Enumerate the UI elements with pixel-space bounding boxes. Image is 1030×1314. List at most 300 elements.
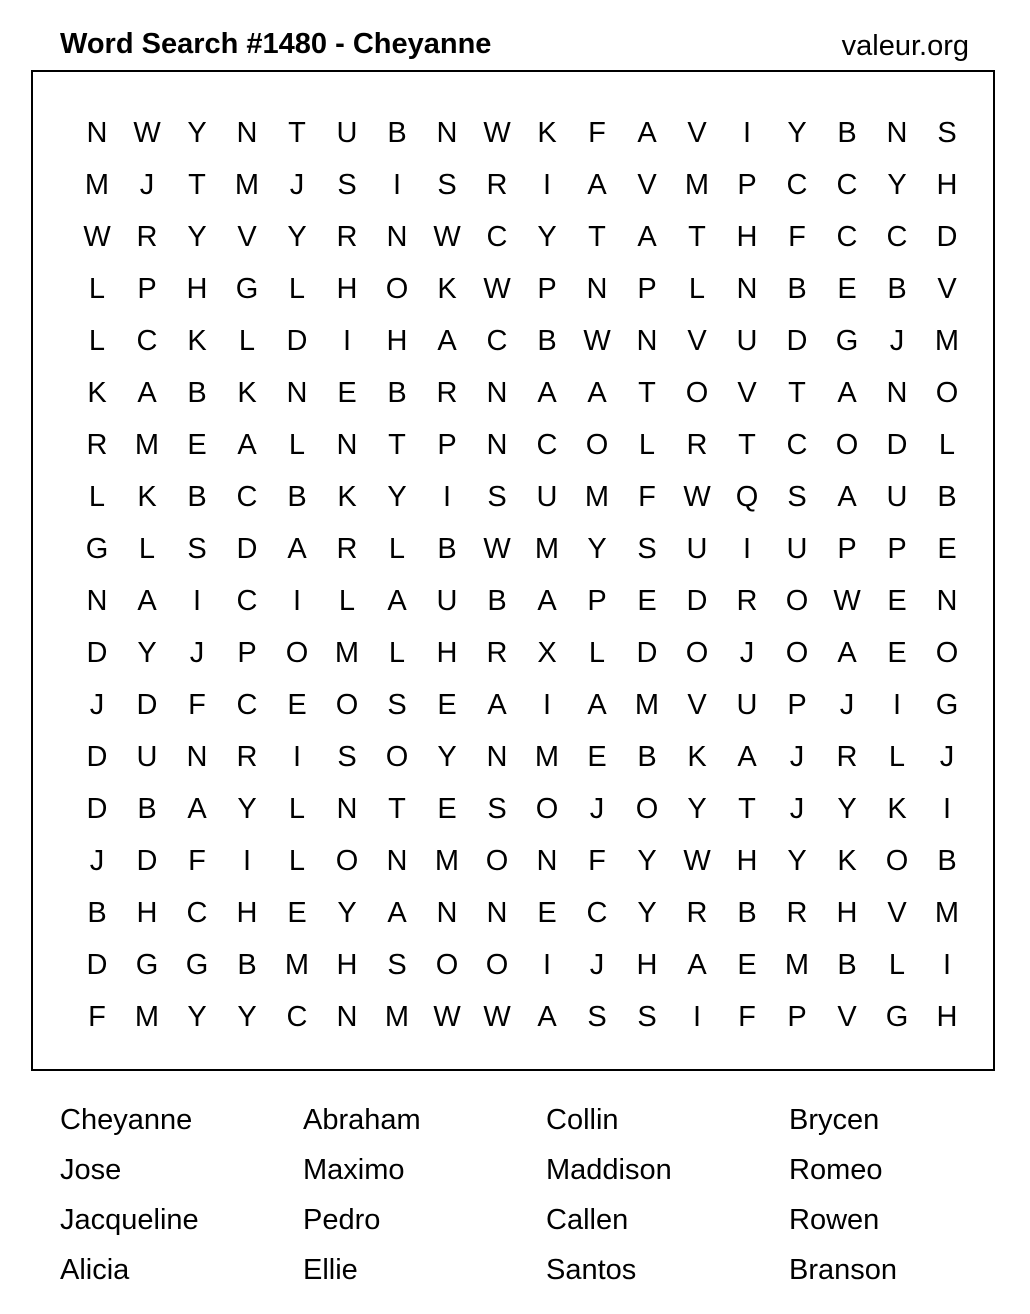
grid-cell[interactable]: N (386, 845, 408, 877)
grid-cell[interactable]: Y (537, 221, 557, 253)
grid-cell[interactable]: P (737, 169, 757, 201)
grid-cell[interactable]: A (237, 429, 257, 461)
grid-cell[interactable]: K (687, 741, 707, 773)
grid-cell[interactable]: L (338, 585, 356, 617)
grid-cell[interactable]: A (587, 169, 607, 201)
grid-cell[interactable]: M (384, 1001, 410, 1033)
grid-cell[interactable]: F (88, 1001, 106, 1033)
grid-cell[interactable]: W (683, 845, 711, 877)
grid-cell[interactable]: I (742, 533, 752, 565)
grid-cell[interactable]: Y (187, 1001, 207, 1033)
grid-cell[interactable]: P (637, 273, 657, 305)
grid-cell[interactable]: B (937, 845, 957, 877)
grid-cell[interactable]: B (237, 949, 257, 981)
grid-cell[interactable]: H (386, 325, 408, 357)
grid-cell[interactable]: B (637, 741, 657, 773)
grid-cell[interactable]: B (287, 481, 307, 513)
grid-cell[interactable]: S (787, 481, 807, 513)
grid-cell[interactable]: A (737, 741, 757, 773)
grid-cell[interactable]: S (337, 169, 357, 201)
grid-cell[interactable]: V (687, 117, 707, 149)
grid-cell[interactable]: S (387, 689, 407, 721)
grid-cell[interactable]: V (937, 273, 957, 305)
grid-cell[interactable]: K (337, 481, 357, 513)
grid-cell[interactable]: W (483, 1001, 511, 1033)
grid-cell[interactable]: I (692, 1001, 702, 1033)
grid-cell[interactable]: L (288, 793, 306, 825)
grid-cell[interactable]: G (835, 325, 859, 357)
grid-cell[interactable]: I (292, 741, 302, 773)
grid-cell[interactable]: A (687, 949, 707, 981)
grid-cell[interactable]: C (186, 897, 208, 929)
grid-cell[interactable]: J (89, 845, 105, 877)
grid-cell[interactable]: M (584, 481, 610, 513)
grid-cell[interactable]: W (583, 325, 611, 357)
grid-cell[interactable]: T (738, 429, 756, 461)
grid-cell[interactable]: O (785, 585, 809, 617)
grid-cell[interactable]: U (686, 533, 708, 565)
grid-cell[interactable]: N (886, 117, 908, 149)
grid-cell[interactable]: U (736, 325, 758, 357)
grid-cell[interactable]: B (137, 793, 157, 825)
grid-cell[interactable]: T (588, 221, 606, 253)
grid-cell[interactable]: X (537, 637, 557, 669)
grid-cell[interactable]: L (88, 325, 106, 357)
grid-cell[interactable]: U (886, 481, 908, 513)
grid-cell[interactable]: P (237, 637, 257, 669)
grid-cell[interactable]: S (487, 481, 507, 513)
grid-cell[interactable]: K (437, 273, 457, 305)
grid-cell[interactable]: M (534, 533, 560, 565)
grid-cell[interactable]: U (436, 585, 458, 617)
grid-cell[interactable]: F (188, 845, 206, 877)
grid-cell[interactable]: B (187, 377, 207, 409)
grid-cell[interactable]: J (589, 949, 605, 981)
grid-cell[interactable]: I (342, 325, 352, 357)
grid-cell[interactable]: M (134, 1001, 160, 1033)
grid-cell[interactable]: I (242, 845, 252, 877)
grid-cell[interactable]: Y (137, 637, 157, 669)
grid-cell[interactable]: E (937, 533, 957, 565)
grid-cell[interactable]: H (936, 169, 958, 201)
grid-cell[interactable]: H (436, 637, 458, 669)
grid-cell[interactable]: G (235, 273, 259, 305)
grid-cell[interactable]: L (288, 429, 306, 461)
grid-cell[interactable]: H (836, 897, 858, 929)
grid-cell[interactable]: W (483, 117, 511, 149)
grid-cell[interactable]: E (437, 793, 457, 825)
grid-cell[interactable]: L (88, 481, 106, 513)
grid-cell[interactable]: I (942, 949, 952, 981)
grid-cell[interactable]: M (784, 949, 810, 981)
grid-cell[interactable]: R (736, 585, 758, 617)
grid-cell[interactable]: B (87, 897, 107, 929)
grid-cell[interactable]: C (236, 689, 258, 721)
grid-cell[interactable]: E (887, 585, 907, 617)
grid-cell[interactable]: M (134, 429, 160, 461)
grid-cell[interactable]: D (86, 741, 108, 773)
grid-cell[interactable]: G (935, 689, 959, 721)
grid-cell[interactable]: O (835, 429, 859, 461)
grid-cell[interactable]: E (637, 585, 657, 617)
grid-cell[interactable]: B (387, 377, 407, 409)
grid-cell[interactable]: E (287, 689, 307, 721)
grid-cell[interactable]: V (887, 897, 907, 929)
grid-cell[interactable]: C (836, 169, 858, 201)
grid-cell[interactable]: P (137, 273, 157, 305)
grid-cell[interactable]: N (336, 793, 358, 825)
grid-cell[interactable]: H (236, 897, 258, 929)
grid-cell[interactable]: V (637, 169, 657, 201)
grid-cell[interactable]: B (437, 533, 457, 565)
grid-cell[interactable]: U (786, 533, 808, 565)
grid-cell[interactable]: B (837, 117, 857, 149)
grid-cell[interactable]: Y (337, 897, 357, 929)
grid-cell[interactable]: D (86, 637, 108, 669)
grid-cell[interactable]: H (186, 273, 208, 305)
grid-cell[interactable]: O (435, 949, 459, 981)
grid-cell[interactable]: N (486, 741, 508, 773)
grid-cell[interactable]: H (736, 845, 758, 877)
grid-cell[interactable]: G (85, 533, 109, 565)
grid-cell[interactable]: D (286, 325, 308, 357)
grid-cell[interactable]: I (942, 793, 952, 825)
grid-cell[interactable]: I (892, 689, 902, 721)
grid-cell[interactable]: V (687, 325, 707, 357)
grid-cell[interactable]: Y (237, 1001, 257, 1033)
grid-cell[interactable]: F (588, 845, 606, 877)
grid-cell[interactable]: B (887, 273, 907, 305)
grid-cell[interactable]: A (437, 325, 457, 357)
grid-cell[interactable]: M (934, 897, 960, 929)
grid-cell[interactable]: B (387, 117, 407, 149)
grid-cell[interactable]: Y (387, 481, 407, 513)
grid-cell[interactable]: F (638, 481, 656, 513)
grid-cell[interactable]: S (437, 169, 457, 201)
grid-cell[interactable]: Y (837, 793, 857, 825)
grid-cell[interactable]: M (934, 325, 960, 357)
grid-cell[interactable]: B (487, 585, 507, 617)
grid-cell[interactable]: C (236, 481, 258, 513)
grid-cell[interactable]: L (588, 637, 606, 669)
grid-cell[interactable]: E (187, 429, 207, 461)
grid-cell[interactable]: I (742, 117, 752, 149)
grid-cell[interactable]: B (537, 325, 557, 357)
grid-cell[interactable]: T (638, 377, 656, 409)
grid-cell[interactable]: H (736, 221, 758, 253)
grid-cell[interactable]: S (487, 793, 507, 825)
grid-cell[interactable]: E (337, 377, 357, 409)
grid-cell[interactable]: O (935, 637, 959, 669)
grid-cell[interactable]: F (588, 117, 606, 149)
grid-cell[interactable]: Y (187, 221, 207, 253)
grid-cell[interactable]: C (586, 897, 608, 929)
grid-cell[interactable]: A (187, 793, 207, 825)
grid-cell[interactable]: N (886, 377, 908, 409)
grid-cell[interactable]: K (87, 377, 107, 409)
grid-cell[interactable]: G (135, 949, 159, 981)
grid-cell[interactable]: F (788, 221, 806, 253)
grid-cell[interactable]: T (388, 793, 406, 825)
grid-cell[interactable]: R (836, 741, 858, 773)
grid-cell[interactable]: T (688, 221, 706, 253)
grid-cell[interactable]: J (939, 741, 955, 773)
grid-cell[interactable]: R (686, 429, 708, 461)
grid-cell[interactable]: I (442, 481, 452, 513)
grid-cell[interactable]: T (288, 117, 306, 149)
grid-cell[interactable]: E (437, 689, 457, 721)
grid-cell[interactable]: Y (287, 221, 307, 253)
grid-cell[interactable]: V (837, 1001, 857, 1033)
grid-cell[interactable]: A (387, 897, 407, 929)
grid-cell[interactable]: D (236, 533, 258, 565)
grid-cell[interactable]: O (485, 949, 509, 981)
grid-cell[interactable]: J (89, 689, 105, 721)
grid-cell[interactable]: A (137, 585, 157, 617)
grid-cell[interactable]: N (636, 325, 658, 357)
grid-cell[interactable]: S (387, 949, 407, 981)
grid-cell[interactable]: K (837, 845, 857, 877)
grid-cell[interactable]: S (587, 1001, 607, 1033)
grid-cell[interactable]: Y (587, 533, 607, 565)
grid-cell[interactable]: R (86, 429, 108, 461)
grid-cell[interactable]: Q (735, 481, 759, 513)
grid-cell[interactable]: B (787, 273, 807, 305)
grid-cell[interactable]: D (686, 585, 708, 617)
grid-cell[interactable]: O (635, 793, 659, 825)
grid-cell[interactable]: U (536, 481, 558, 513)
grid-cell[interactable]: I (392, 169, 402, 201)
grid-cell[interactable]: W (433, 221, 461, 253)
grid-cell[interactable]: L (138, 533, 156, 565)
grid-cell[interactable]: P (787, 689, 807, 721)
grid-cell[interactable]: C (786, 169, 808, 201)
grid-cell[interactable]: O (385, 273, 409, 305)
grid-cell[interactable]: E (287, 897, 307, 929)
grid-cell[interactable]: W (483, 533, 511, 565)
grid-cell[interactable]: B (187, 481, 207, 513)
grid-cell[interactable]: O (385, 741, 409, 773)
grid-cell[interactable]: J (589, 793, 605, 825)
grid-cell[interactable]: Y (687, 793, 707, 825)
grid-cell[interactable]: P (887, 533, 907, 565)
grid-cell[interactable]: L (688, 273, 706, 305)
grid-cell[interactable]: G (885, 1001, 909, 1033)
grid-cell[interactable]: O (335, 845, 359, 877)
grid-cell[interactable]: S (337, 741, 357, 773)
grid-cell[interactable]: L (388, 637, 406, 669)
grid-cell[interactable]: L (888, 949, 906, 981)
grid-cell[interactable]: S (187, 533, 207, 565)
grid-cell[interactable]: K (187, 325, 207, 357)
grid-cell[interactable]: R (686, 897, 708, 929)
grid-cell[interactable]: N (236, 117, 258, 149)
grid-cell[interactable]: T (188, 169, 206, 201)
grid-cell[interactable]: D (936, 221, 958, 253)
grid-cell[interactable]: N (536, 845, 558, 877)
grid-cell[interactable]: N (86, 117, 108, 149)
grid-cell[interactable]: J (789, 741, 805, 773)
grid-cell[interactable]: C (486, 221, 508, 253)
grid-cell[interactable]: M (334, 637, 360, 669)
grid-cell[interactable]: D (86, 793, 108, 825)
grid-cell[interactable]: A (537, 1001, 557, 1033)
grid-cell[interactable]: Y (187, 117, 207, 149)
grid-cell[interactable]: Y (887, 169, 907, 201)
grid-cell[interactable]: Y (637, 897, 657, 929)
grid-cell[interactable]: N (486, 377, 508, 409)
grid-cell[interactable]: S (637, 533, 657, 565)
grid-cell[interactable]: A (537, 585, 557, 617)
grid-cell[interactable]: R (486, 637, 508, 669)
grid-cell[interactable]: M (684, 169, 710, 201)
grid-cell[interactable]: I (542, 169, 552, 201)
grid-cell[interactable]: L (938, 429, 956, 461)
grid-cell[interactable]: A (387, 585, 407, 617)
grid-cell[interactable]: N (336, 429, 358, 461)
grid-cell[interactable]: C (886, 221, 908, 253)
grid-cell[interactable]: P (587, 585, 607, 617)
grid-cell[interactable]: D (136, 689, 158, 721)
grid-cell[interactable]: D (136, 845, 158, 877)
grid-cell[interactable]: I (292, 585, 302, 617)
grid-cell[interactable]: N (486, 897, 508, 929)
grid-cell[interactable]: O (585, 429, 609, 461)
grid-cell[interactable]: L (388, 533, 406, 565)
grid-cell[interactable]: H (136, 897, 158, 929)
grid-cell[interactable]: W (83, 221, 111, 253)
grid-cell[interactable]: N (86, 585, 108, 617)
grid-cell[interactable]: E (587, 741, 607, 773)
grid-cell[interactable]: G (185, 949, 209, 981)
grid-cell[interactable]: A (837, 377, 857, 409)
grid-cell[interactable]: D (636, 637, 658, 669)
grid-cell[interactable]: J (889, 325, 905, 357)
grid-cell[interactable]: E (887, 637, 907, 669)
grid-cell[interactable]: N (336, 1001, 358, 1033)
grid-cell[interactable]: H (336, 949, 358, 981)
grid-cell[interactable]: J (289, 169, 305, 201)
grid-cell[interactable]: F (188, 689, 206, 721)
grid-cell[interactable]: M (284, 949, 310, 981)
grid-cell[interactable]: M (84, 169, 110, 201)
grid-cell[interactable]: J (839, 689, 855, 721)
grid-cell[interactable]: C (836, 221, 858, 253)
grid-cell[interactable]: K (537, 117, 557, 149)
grid-cell[interactable]: D (886, 429, 908, 461)
grid-cell[interactable]: M (234, 169, 260, 201)
grid-cell[interactable]: W (683, 481, 711, 513)
grid-cell[interactable]: C (786, 429, 808, 461)
grid-cell[interactable]: B (937, 481, 957, 513)
grid-cell[interactable]: P (837, 533, 857, 565)
grid-cell[interactable]: L (238, 325, 256, 357)
grid-cell[interactable]: A (587, 377, 607, 409)
grid-cell[interactable]: R (486, 169, 508, 201)
grid-cell[interactable]: J (789, 793, 805, 825)
grid-cell[interactable]: C (236, 585, 258, 617)
grid-cell[interactable]: B (837, 949, 857, 981)
grid-cell[interactable]: O (535, 793, 559, 825)
grid-cell[interactable]: R (136, 221, 158, 253)
grid-cell[interactable]: B (737, 897, 757, 929)
grid-cell[interactable]: U (136, 741, 158, 773)
grid-cell[interactable]: N (436, 117, 458, 149)
grid-cell[interactable]: A (837, 481, 857, 513)
grid-cell[interactable]: M (434, 845, 460, 877)
grid-cell[interactable]: N (586, 273, 608, 305)
grid-cell[interactable]: C (136, 325, 158, 357)
grid-cell[interactable]: I (192, 585, 202, 617)
grid-cell[interactable]: F (738, 1001, 756, 1033)
grid-cell[interactable]: P (787, 1001, 807, 1033)
grid-cell[interactable]: M (534, 741, 560, 773)
grid-cell[interactable]: V (737, 377, 757, 409)
grid-cell[interactable]: A (637, 221, 657, 253)
grid-cell[interactable]: S (937, 117, 957, 149)
grid-cell[interactable]: K (237, 377, 257, 409)
grid-cell[interactable]: A (537, 377, 557, 409)
grid-cell[interactable]: E (537, 897, 557, 929)
grid-cell[interactable]: U (336, 117, 358, 149)
grid-cell[interactable]: R (436, 377, 458, 409)
grid-cell[interactable]: O (485, 845, 509, 877)
grid-cell[interactable]: J (139, 169, 155, 201)
grid-cell[interactable]: L (288, 273, 306, 305)
grid-cell[interactable]: O (285, 637, 309, 669)
grid-cell[interactable]: N (286, 377, 308, 409)
grid-cell[interactable]: A (587, 689, 607, 721)
grid-cell[interactable]: Y (437, 741, 457, 773)
grid-cell[interactable]: D (86, 949, 108, 981)
grid-cell[interactable]: H (636, 949, 658, 981)
grid-cell[interactable]: A (487, 689, 507, 721)
grid-cell[interactable]: C (486, 325, 508, 357)
grid-cell[interactable]: T (388, 429, 406, 461)
grid-cell[interactable]: P (537, 273, 557, 305)
grid-cell[interactable]: O (335, 689, 359, 721)
grid-cell[interactable]: O (785, 637, 809, 669)
grid-cell[interactable]: A (137, 377, 157, 409)
grid-cell[interactable]: J (189, 637, 205, 669)
grid-cell[interactable]: U (736, 689, 758, 721)
grid-cell[interactable]: E (737, 949, 757, 981)
grid-cell[interactable]: N (486, 429, 508, 461)
grid-cell[interactable]: A (637, 117, 657, 149)
grid-cell[interactable]: Y (787, 117, 807, 149)
grid-cell[interactable]: K (137, 481, 157, 513)
grid-cell[interactable]: T (738, 793, 756, 825)
grid-cell[interactable]: W (133, 117, 161, 149)
grid-cell[interactable]: P (437, 429, 457, 461)
grid-cell[interactable]: Y (787, 845, 807, 877)
grid-cell[interactable]: S (637, 1001, 657, 1033)
grid-cell[interactable]: D (786, 325, 808, 357)
grid-cell[interactable]: Y (637, 845, 657, 877)
grid-cell[interactable]: H (936, 1001, 958, 1033)
grid-cell[interactable]: T (788, 377, 806, 409)
grid-cell[interactable]: N (186, 741, 208, 773)
grid-cell[interactable]: A (287, 533, 307, 565)
grid-cell[interactable]: O (885, 845, 909, 877)
grid-cell[interactable]: M (634, 689, 660, 721)
grid-cell[interactable]: O (685, 377, 709, 409)
grid-cell[interactable]: W (483, 273, 511, 305)
grid-cell[interactable]: E (837, 273, 857, 305)
grid-cell[interactable]: N (436, 897, 458, 929)
grid-cell[interactable]: Y (237, 793, 257, 825)
grid-cell[interactable]: L (88, 273, 106, 305)
